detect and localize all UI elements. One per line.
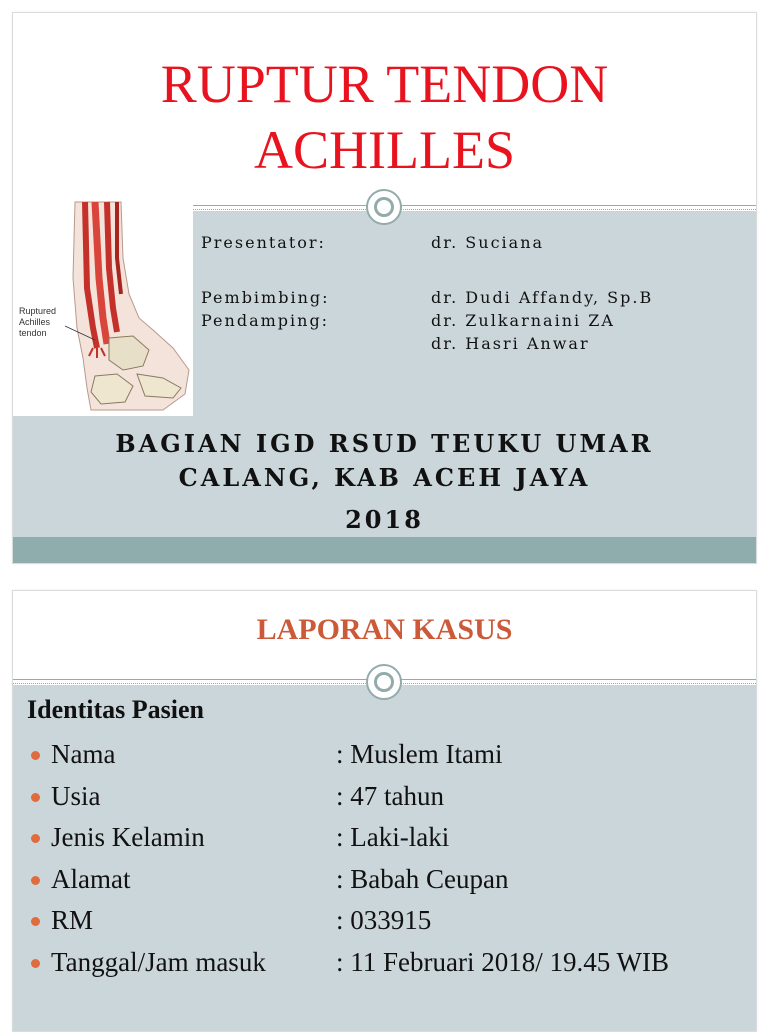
patient-identity-list (27, 734, 747, 983)
field-label: RM (51, 905, 94, 935)
credit-label: Pembimbing: (201, 288, 330, 307)
slide-title: LAPORAN KASUS (256, 613, 513, 646)
bullet-icon (31, 876, 40, 885)
slide-title (13, 51, 756, 183)
field-value: : Babah Ceupan (336, 863, 509, 894)
field-label: Jenis Kelamin (51, 822, 205, 852)
title-line-2: ACHILLES (254, 120, 515, 180)
circle-ornament-icon (366, 189, 402, 225)
credit-value: dr. Zulkarnaini ZA (431, 311, 615, 330)
list-item (27, 734, 747, 776)
bullet-icon (31, 793, 40, 802)
field-value: : 033915 (336, 905, 432, 935)
institution-line-2: CALANG, KAB ACEH JAYA (178, 463, 591, 492)
footer-band (13, 537, 756, 563)
list-item (27, 859, 747, 901)
section-heading: Identitas Pasien (27, 695, 204, 724)
field-value: : Muslem Itami (336, 739, 503, 769)
credit-value: dr. Hasri Anwar (431, 334, 590, 353)
title-line-1: RUPTUR TENDON (160, 54, 609, 114)
institution-block (13, 427, 756, 537)
list-item (27, 942, 747, 984)
bullet-icon (31, 959, 40, 968)
bullet-icon (31, 834, 40, 843)
field-label: Alamat (51, 863, 131, 894)
credit-label: Presentator: (201, 233, 326, 252)
credit-value: dr. Dudi Affandy, Sp.B (431, 288, 654, 307)
field-label: Usia (51, 780, 101, 811)
field-label: Nama (51, 739, 116, 769)
circle-ornament-icon (366, 664, 402, 700)
list-item (27, 776, 747, 818)
list-item (27, 817, 747, 859)
case-report-slide (12, 590, 757, 1032)
field-label: Tanggal/Jam masuk (51, 946, 266, 977)
year-label: 2018 (345, 505, 424, 534)
figure-caption: Ruptured Achilles tendon (19, 306, 57, 338)
credit-label: Pendamping: (201, 311, 330, 330)
institution-line-1: BAGIAN IGD RSUD TEUKU UMAR (115, 429, 654, 458)
bullet-icon (31, 751, 40, 760)
credit-value: dr. Suciana (431, 233, 545, 252)
field-value: : Laki-laki (336, 822, 450, 852)
field-value: : 47 tahun (336, 780, 444, 811)
list-item (27, 900, 747, 942)
title-slide (12, 12, 757, 564)
bullet-icon (31, 917, 40, 926)
achilles-illustration (13, 198, 193, 416)
field-value: : 11 Februari 2018/ 19.45 WIB (336, 946, 669, 977)
